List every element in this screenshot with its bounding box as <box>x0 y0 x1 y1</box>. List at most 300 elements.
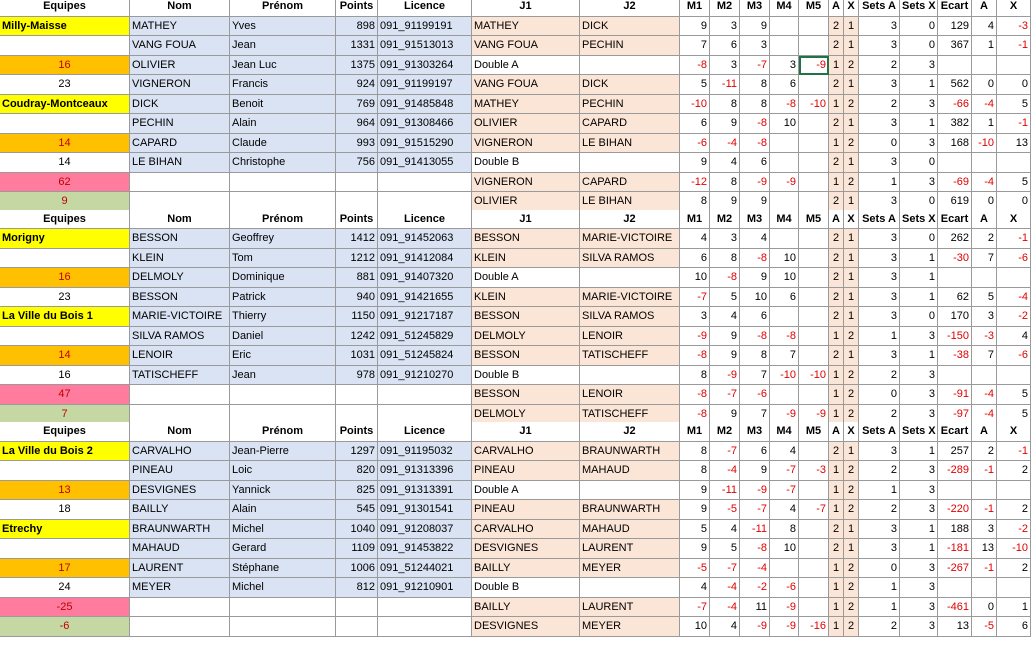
player-points[interactable]: 1031 <box>336 346 378 366</box>
column-header[interactable]: Licence <box>378 0 472 17</box>
result-a[interactable]: 2 <box>829 249 844 269</box>
result-a[interactable]: 2 <box>829 442 844 462</box>
set-score-m3[interactable]: -8 <box>740 327 770 347</box>
column-header[interactable]: M3 <box>740 0 770 17</box>
set-score-m5[interactable] <box>799 598 829 618</box>
player-licence[interactable]: 091_91217187 <box>378 307 472 327</box>
sets-a[interactable]: 3 <box>859 75 900 95</box>
set-score-m4[interactable]: 6 <box>770 288 799 308</box>
sets-x[interactable]: 3 <box>900 95 938 115</box>
ecart-value[interactable]: -66 <box>938 95 972 115</box>
match-player-j1[interactable]: OLIVIER <box>472 192 580 212</box>
player-last-name[interactable]: BRAUNWARTH <box>130 520 230 540</box>
player-last-name[interactable]: CAPARD <box>130 134 230 154</box>
column-header[interactable]: M5 <box>799 422 829 442</box>
player-first-name[interactable]: Francis <box>230 75 336 95</box>
result-x[interactable]: 1 <box>844 520 859 540</box>
player-last-name[interactable] <box>130 385 230 405</box>
result-x[interactable]: 2 <box>844 327 859 347</box>
player-last-name[interactable]: LENOIR <box>130 346 230 366</box>
set-score-m3[interactable]: 7 <box>740 405 770 425</box>
column-header[interactable]: X <box>844 422 859 442</box>
set-score-m2[interactable]: 8 <box>710 173 740 193</box>
player-last-name[interactable]: SILVA RAMOS <box>130 327 230 347</box>
player-points[interactable]: 940 <box>336 288 378 308</box>
player-first-name[interactable] <box>230 598 336 618</box>
set-score-m3[interactable]: 6 <box>740 442 770 462</box>
set-score-m3[interactable]: 11 <box>740 598 770 618</box>
match-player-j2[interactable]: DICK <box>580 75 680 95</box>
ecart-x[interactable]: -6 <box>997 249 1031 269</box>
ecart-a[interactable]: 5 <box>972 288 997 308</box>
ecart-value[interactable] <box>938 268 972 288</box>
ecart-x[interactable]: -2 <box>997 307 1031 327</box>
result-x[interactable]: 2 <box>844 173 859 193</box>
team-cell[interactable] <box>0 36 130 56</box>
player-points[interactable] <box>336 598 378 618</box>
result-a[interactable]: 1 <box>829 327 844 347</box>
team-cell[interactable]: Milly-Maisse <box>0 17 130 37</box>
ecart-a[interactable] <box>972 481 997 501</box>
sets-a[interactable]: 2 <box>859 617 900 637</box>
set-score-m4[interactable]: -9 <box>770 617 799 637</box>
ecart-a[interactable]: -4 <box>972 95 997 115</box>
set-score-m2[interactable]: -7 <box>710 385 740 405</box>
set-score-m5[interactable] <box>799 36 829 56</box>
sets-a[interactable]: 3 <box>859 539 900 559</box>
column-header[interactable]: J2 <box>580 210 680 230</box>
player-first-name[interactable]: Benoit <box>230 95 336 115</box>
ecart-x[interactable]: 2 <box>997 500 1031 520</box>
column-header[interactable]: X <box>997 0 1031 17</box>
set-score-m2[interactable]: 3 <box>710 56 740 76</box>
match-player-j2[interactable]: MARIE-VICTOIRE <box>580 229 680 249</box>
column-header[interactable]: Sets X <box>900 0 938 17</box>
result-x[interactable]: 1 <box>844 268 859 288</box>
column-header[interactable]: Nom <box>130 0 230 17</box>
match-player-j1[interactable]: KLEIN <box>472 288 580 308</box>
match-player-j1[interactable]: CARVALHO <box>472 520 580 540</box>
result-x[interactable]: 1 <box>844 346 859 366</box>
player-last-name[interactable]: MEYER <box>130 578 230 598</box>
result-x[interactable]: 1 <box>844 307 859 327</box>
match-player-j2[interactable]: CAPARD <box>580 173 680 193</box>
match-player-j1[interactable]: VANG FOUA <box>472 36 580 56</box>
column-header[interactable]: J2 <box>580 0 680 17</box>
match-player-j1[interactable]: PINEAU <box>472 500 580 520</box>
result-x[interactable]: 2 <box>844 559 859 579</box>
set-score-m1[interactable]: 6 <box>680 114 710 134</box>
column-header[interactable]: Prénom <box>230 210 336 230</box>
ecart-value[interactable]: -38 <box>938 346 972 366</box>
set-score-m3[interactable]: 9 <box>740 268 770 288</box>
ecart-value[interactable]: 13 <box>938 617 972 637</box>
match-player-j1[interactable]: BESSON <box>472 307 580 327</box>
ecart-a[interactable]: 1 <box>972 36 997 56</box>
set-score-m4[interactable]: -7 <box>770 461 799 481</box>
column-header[interactable]: Equipes <box>0 0 130 17</box>
set-score-m3[interactable]: 6 <box>740 307 770 327</box>
ecart-value[interactable] <box>938 56 972 76</box>
set-score-m1[interactable]: -8 <box>680 346 710 366</box>
ecart-a[interactable]: 0 <box>972 192 997 212</box>
team-cell[interactable]: -25 <box>0 598 130 618</box>
result-x[interactable]: 2 <box>844 500 859 520</box>
ecart-a[interactable]: 3 <box>972 520 997 540</box>
match-player-j2[interactable] <box>580 481 680 501</box>
result-a[interactable]: 2 <box>829 520 844 540</box>
ecart-x[interactable]: -1 <box>997 229 1031 249</box>
ecart-x[interactable]: -6 <box>997 346 1031 366</box>
player-last-name[interactable]: PECHIN <box>130 114 230 134</box>
ecart-x[interactable]: 5 <box>997 95 1031 115</box>
set-score-m2[interactable]: 4 <box>710 617 740 637</box>
team-cell[interactable]: 24 <box>0 578 130 598</box>
match-player-j1[interactable]: VIGNERON <box>472 173 580 193</box>
ecart-value[interactable] <box>938 153 972 173</box>
set-score-m4[interactable]: -8 <box>770 327 799 347</box>
player-licence[interactable]: 091_91195032 <box>378 442 472 462</box>
set-score-m2[interactable]: 9 <box>710 327 740 347</box>
set-score-m3[interactable]: 4 <box>740 229 770 249</box>
sets-x[interactable]: 3 <box>900 559 938 579</box>
player-licence[interactable]: 091_91313396 <box>378 461 472 481</box>
set-score-m5[interactable] <box>799 385 829 405</box>
column-header[interactable]: Licence <box>378 210 472 230</box>
set-score-m5[interactable] <box>799 268 829 288</box>
set-score-m4[interactable]: 10 <box>770 268 799 288</box>
column-header[interactable]: M4 <box>770 210 799 230</box>
match-player-j1[interactable]: BESSON <box>472 229 580 249</box>
sets-x[interactable]: 3 <box>900 461 938 481</box>
result-a[interactable]: 1 <box>829 598 844 618</box>
ecart-a[interactable]: -1 <box>972 461 997 481</box>
sets-x[interactable]: 3 <box>900 327 938 347</box>
team-cell[interactable]: Morigny <box>0 229 130 249</box>
sets-x[interactable]: 0 <box>900 36 938 56</box>
set-score-m4[interactable]: -10 <box>770 366 799 386</box>
match-player-j2[interactable] <box>580 56 680 76</box>
set-score-m4[interactable]: -9 <box>770 173 799 193</box>
result-x[interactable]: 2 <box>844 56 859 76</box>
player-first-name[interactable]: Alain <box>230 500 336 520</box>
set-score-m2[interactable]: 8 <box>710 95 740 115</box>
column-header[interactable]: M5 <box>799 210 829 230</box>
sets-x[interactable]: 3 <box>900 366 938 386</box>
team-cell[interactable]: 7 <box>0 405 130 425</box>
team-cell[interactable]: 16 <box>0 56 130 76</box>
sets-x[interactable]: 1 <box>900 520 938 540</box>
match-player-j2[interactable]: CAPARD <box>580 114 680 134</box>
match-player-j2[interactable]: LAURENT <box>580 598 680 618</box>
player-first-name[interactable]: Thierry <box>230 307 336 327</box>
set-score-m1[interactable]: 9 <box>680 539 710 559</box>
column-header[interactable]: Ecart <box>938 210 972 230</box>
ecart-value[interactable]: -267 <box>938 559 972 579</box>
team-cell[interactable]: 13 <box>0 481 130 501</box>
team-cell[interactable]: 47 <box>0 385 130 405</box>
sets-a[interactable]: 0 <box>859 385 900 405</box>
player-first-name[interactable]: Claude <box>230 134 336 154</box>
match-player-j2[interactable] <box>580 268 680 288</box>
column-header[interactable]: M3 <box>740 422 770 442</box>
column-header[interactable]: M5 <box>799 0 829 17</box>
set-score-m1[interactable]: 4 <box>680 578 710 598</box>
sets-x[interactable]: 0 <box>900 229 938 249</box>
ecart-a[interactable]: 2 <box>972 442 997 462</box>
sets-a[interactable]: 3 <box>859 192 900 212</box>
set-score-m3[interactable]: -9 <box>740 173 770 193</box>
player-last-name[interactable]: VIGNERON <box>130 75 230 95</box>
player-last-name[interactable] <box>130 598 230 618</box>
sets-a[interactable]: 3 <box>859 249 900 269</box>
result-x[interactable]: 2 <box>844 366 859 386</box>
result-a[interactable]: 1 <box>829 385 844 405</box>
result-x[interactable]: 2 <box>844 461 859 481</box>
column-header[interactable]: X <box>997 422 1031 442</box>
column-header[interactable]: Sets X <box>900 422 938 442</box>
sets-a[interactable]: 2 <box>859 366 900 386</box>
player-first-name[interactable]: Michel <box>230 578 336 598</box>
set-score-m1[interactable]: 10 <box>680 268 710 288</box>
result-x[interactable]: 2 <box>844 578 859 598</box>
ecart-a[interactable]: -3 <box>972 327 997 347</box>
match-player-j1[interactable]: OLIVIER <box>472 114 580 134</box>
player-licence[interactable]: 091_91303264 <box>378 56 472 76</box>
match-player-j2[interactable]: TATISCHEFF <box>580 346 680 366</box>
sets-a[interactable]: 2 <box>859 405 900 425</box>
set-score-m1[interactable]: 9 <box>680 17 710 37</box>
sets-a[interactable]: 3 <box>859 520 900 540</box>
sets-a[interactable]: 2 <box>859 95 900 115</box>
set-score-m5[interactable] <box>799 327 829 347</box>
result-x[interactable]: 1 <box>844 442 859 462</box>
player-licence[interactable]: 091_91208037 <box>378 520 472 540</box>
set-score-m3[interactable]: 8 <box>740 346 770 366</box>
set-score-m5[interactable] <box>799 75 829 95</box>
column-header[interactable]: J1 <box>472 210 580 230</box>
player-first-name[interactable]: Yannick <box>230 481 336 501</box>
player-last-name[interactable]: DELMOLY <box>130 268 230 288</box>
ecart-value[interactable]: 367 <box>938 36 972 56</box>
player-licence[interactable]: 091_91515290 <box>378 134 472 154</box>
player-last-name[interactable] <box>130 617 230 637</box>
column-header[interactable]: X <box>997 210 1031 230</box>
sets-x[interactable]: 3 <box>900 617 938 637</box>
result-a[interactable]: 2 <box>829 229 844 249</box>
player-licence[interactable]: 091_51244021 <box>378 559 472 579</box>
ecart-a[interactable] <box>972 56 997 76</box>
player-licence[interactable]: 091_91485848 <box>378 95 472 115</box>
team-cell[interactable]: 17 <box>0 559 130 579</box>
result-x[interactable]: 1 <box>844 153 859 173</box>
ecart-value[interactable] <box>938 578 972 598</box>
player-last-name[interactable]: DESVIGNES <box>130 481 230 501</box>
match-player-j2[interactable]: MEYER <box>580 559 680 579</box>
column-header[interactable]: Prénom <box>230 0 336 17</box>
ecart-x[interactable]: 2 <box>997 461 1031 481</box>
player-points[interactable]: 1242 <box>336 327 378 347</box>
player-licence[interactable]: 091_51245829 <box>378 327 472 347</box>
sets-a[interactable]: 3 <box>859 442 900 462</box>
set-score-m1[interactable]: 9 <box>680 500 710 520</box>
column-header[interactable]: X <box>844 210 859 230</box>
sets-x[interactable]: 1 <box>900 288 938 308</box>
column-header[interactable]: J1 <box>472 0 580 17</box>
team-cell[interactable]: 23 <box>0 75 130 95</box>
set-score-m1[interactable]: 5 <box>680 75 710 95</box>
match-player-j2[interactable]: LENOIR <box>580 327 680 347</box>
set-score-m2[interactable]: 3 <box>710 17 740 37</box>
column-header[interactable]: Sets X <box>900 210 938 230</box>
set-score-m4[interactable]: -7 <box>770 481 799 501</box>
player-licence[interactable] <box>378 173 472 193</box>
match-player-j1[interactable]: CARVALHO <box>472 442 580 462</box>
column-header[interactable]: M1 <box>680 0 710 17</box>
set-score-m3[interactable]: 8 <box>740 95 770 115</box>
player-points[interactable]: 924 <box>336 75 378 95</box>
set-score-m1[interactable]: -8 <box>680 385 710 405</box>
column-header[interactable]: Equipes <box>0 422 130 442</box>
ecart-x[interactable] <box>997 153 1031 173</box>
player-last-name[interactable]: MAHAUD <box>130 539 230 559</box>
set-score-m3[interactable]: -8 <box>740 134 770 154</box>
set-score-m2[interactable]: -7 <box>710 559 740 579</box>
set-score-m1[interactable]: -10 <box>680 95 710 115</box>
column-header[interactable]: M4 <box>770 0 799 17</box>
set-score-m1[interactable]: 9 <box>680 481 710 501</box>
set-score-m5[interactable] <box>799 307 829 327</box>
set-score-m1[interactable]: 6 <box>680 249 710 269</box>
set-score-m2[interactable]: 9 <box>710 346 740 366</box>
player-last-name[interactable]: PINEAU <box>130 461 230 481</box>
player-licence[interactable]: 091_91453822 <box>378 539 472 559</box>
result-a[interactable]: 2 <box>829 346 844 366</box>
ecart-a[interactable]: -5 <box>972 617 997 637</box>
ecart-value[interactable]: -150 <box>938 327 972 347</box>
ecart-value[interactable]: 562 <box>938 75 972 95</box>
set-score-m5[interactable] <box>799 17 829 37</box>
column-header[interactable]: A <box>972 0 997 17</box>
ecart-a[interactable]: -4 <box>972 385 997 405</box>
column-header[interactable]: Prénom <box>230 422 336 442</box>
sets-x[interactable]: 3 <box>900 173 938 193</box>
result-x[interactable]: 1 <box>844 192 859 212</box>
set-score-m1[interactable]: 3 <box>680 307 710 327</box>
column-header[interactable]: A <box>829 422 844 442</box>
result-x[interactable]: 1 <box>844 36 859 56</box>
set-score-m4[interactable] <box>770 307 799 327</box>
set-score-m4[interactable]: 10 <box>770 249 799 269</box>
result-x[interactable]: 2 <box>844 481 859 501</box>
column-header[interactable]: J1 <box>472 422 580 442</box>
player-last-name[interactable]: OLIVIER <box>130 56 230 76</box>
ecart-value[interactable]: 168 <box>938 134 972 154</box>
set-score-m3[interactable]: 7 <box>740 366 770 386</box>
ecart-value[interactable] <box>938 366 972 386</box>
column-header[interactable]: M3 <box>740 210 770 230</box>
player-first-name[interactable]: Gerard <box>230 539 336 559</box>
set-score-m5[interactable] <box>799 346 829 366</box>
column-header[interactable]: M2 <box>710 210 740 230</box>
match-player-j1[interactable]: DESVIGNES <box>472 617 580 637</box>
set-score-m1[interactable]: -6 <box>680 134 710 154</box>
sets-a[interactable]: 3 <box>859 307 900 327</box>
ecart-value[interactable]: -91 <box>938 385 972 405</box>
match-player-j1[interactable]: Double A <box>472 268 580 288</box>
result-x[interactable]: 1 <box>844 229 859 249</box>
set-score-m4[interactable] <box>770 229 799 249</box>
result-a[interactable]: 1 <box>829 366 844 386</box>
sets-x[interactable]: 3 <box>900 56 938 76</box>
result-a[interactable]: 2 <box>829 288 844 308</box>
player-last-name[interactable]: TATISCHEFF <box>130 366 230 386</box>
column-header[interactable]: Sets A <box>859 210 900 230</box>
player-points[interactable] <box>336 385 378 405</box>
match-player-j2[interactable]: LE BIHAN <box>580 192 680 212</box>
set-score-m1[interactable]: -9 <box>680 327 710 347</box>
player-licence[interactable]: 091_91308466 <box>378 114 472 134</box>
team-cell[interactable]: 14 <box>0 134 130 154</box>
team-cell[interactable]: 14 <box>0 346 130 366</box>
player-points[interactable]: 978 <box>336 366 378 386</box>
result-a[interactable]: 2 <box>829 75 844 95</box>
ecart-value[interactable]: 129 <box>938 17 972 37</box>
set-score-m5[interactable]: -3 <box>799 461 829 481</box>
ecart-x[interactable]: -3 <box>997 17 1031 37</box>
team-cell[interactable]: Etrechy <box>0 520 130 540</box>
set-score-m3[interactable]: -4 <box>740 559 770 579</box>
result-a[interactable]: 1 <box>829 461 844 481</box>
set-score-m1[interactable]: -7 <box>680 288 710 308</box>
team-cell[interactable]: 9 <box>0 192 130 212</box>
player-last-name[interactable]: BAILLY <box>130 500 230 520</box>
set-score-m4[interactable]: -9 <box>770 405 799 425</box>
ecart-a[interactable]: 0 <box>972 75 997 95</box>
sets-x[interactable]: 1 <box>900 114 938 134</box>
match-player-j1[interactable]: DELMOLY <box>472 327 580 347</box>
match-player-j1[interactable]: Double A <box>472 481 580 501</box>
player-last-name[interactable]: VANG FOUA <box>130 36 230 56</box>
result-a[interactable]: 1 <box>829 559 844 579</box>
set-score-m1[interactable]: -12 <box>680 173 710 193</box>
column-header[interactable]: A <box>972 422 997 442</box>
player-points[interactable]: 545 <box>336 500 378 520</box>
match-player-j1[interactable]: BAILLY <box>472 598 580 618</box>
ecart-a[interactable]: -4 <box>972 173 997 193</box>
column-header[interactable]: Licence <box>378 422 472 442</box>
match-player-j1[interactable]: DELMOLY <box>472 405 580 425</box>
player-licence[interactable]: 091_91513013 <box>378 36 472 56</box>
team-cell[interactable]: 16 <box>0 366 130 386</box>
result-x[interactable]: 2 <box>844 385 859 405</box>
player-first-name[interactable]: Tom <box>230 249 336 269</box>
sets-x[interactable]: 3 <box>900 500 938 520</box>
player-points[interactable]: 769 <box>336 95 378 115</box>
sets-x[interactable]: 1 <box>900 442 938 462</box>
player-first-name[interactable]: Jean <box>230 36 336 56</box>
column-header[interactable]: Points <box>336 210 378 230</box>
player-points[interactable]: 820 <box>336 461 378 481</box>
result-a[interactable]: 2 <box>829 114 844 134</box>
set-score-m1[interactable]: 9 <box>680 153 710 173</box>
sets-a[interactable]: 1 <box>859 173 900 193</box>
column-header[interactable]: Nom <box>130 422 230 442</box>
ecart-value[interactable]: -181 <box>938 539 972 559</box>
set-score-m3[interactable]: -8 <box>740 114 770 134</box>
ecart-a[interactable]: 3 <box>972 307 997 327</box>
set-score-m2[interactable]: 4 <box>710 153 740 173</box>
